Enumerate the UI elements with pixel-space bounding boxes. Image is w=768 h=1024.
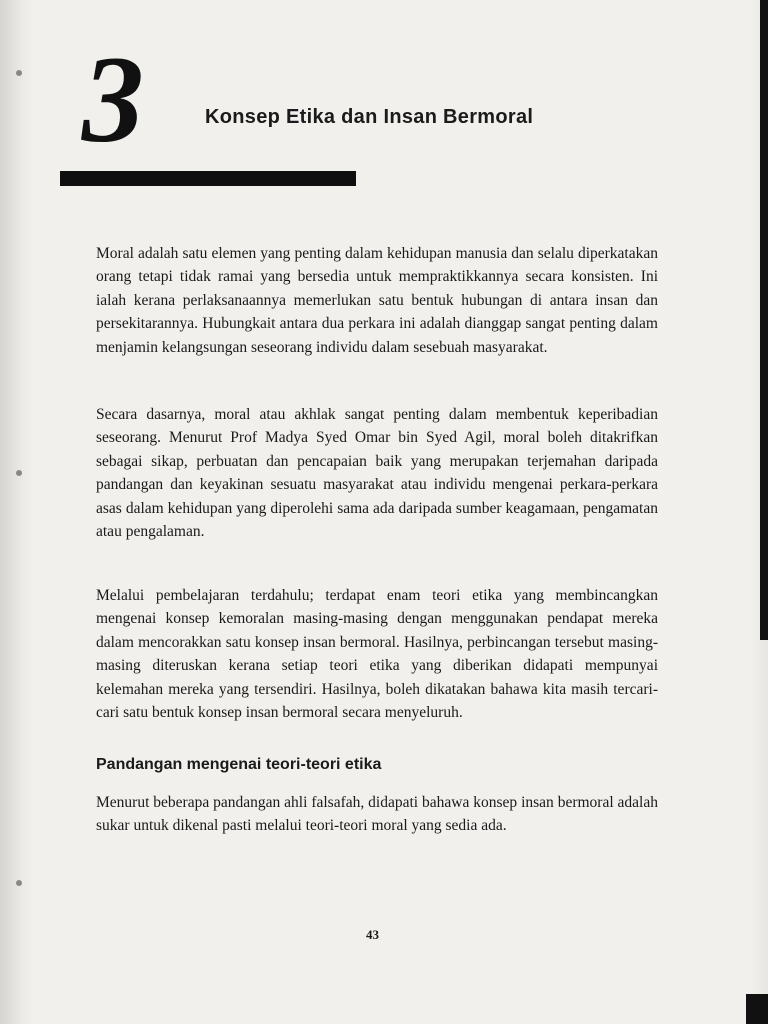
body-paragraph: Menurut beberapa pandangan ahli falsafah, didapati bahawa konsep insan bermoral adalah sukar untuk dikenal pasti melalui teori-teori moral yang sedia ada. xyxy=(96,794,658,835)
body-paragraph: Melalui pembelajaran terdahulu; terdapat enam teori etika yang membincangkan mengenai konsep kemoralan masing-masing dengan menggunakan pendapat mereka dalam mencorakkan satu konsep insan bermoral. Hasilnya, perbincangan tersebut masing-masing diteruskan kerana setiap teori etika yang diberikan didapati mempunyai kelemahan mereka yang tersendiri. Hasilnya, boleh dikatakan bahawa kita masih tercari-cari satu bentuk konsep insan bermoral secara menyeluruh. xyxy=(96,587,658,722)
binding-hole xyxy=(16,470,22,476)
chapter-title: Konsep Etika dan Insan Bermoral xyxy=(205,106,534,128)
binding-hole xyxy=(16,880,22,886)
scan-right-border-mark xyxy=(760,0,768,640)
binding-hole xyxy=(16,70,22,76)
body-paragraph: Moral adalah satu elemen yang penting dalam kehidupan manusia dan selalu diperkatakan orang tetapi tidak ramai yang bersedia untuk mempraktikkannya secara konsisten. Ini ialah kerana perlaksanaannya memerlukan satu bentuk hubungan di antara insan dan persekitarannya. Hubungkait antara dua perkara ini adalah dianggap sangat penting dalam menjamin kelangsungan seseorang individu dalam sesebuah masyarakat. xyxy=(96,245,658,356)
chapter-number: 3 xyxy=(82,31,144,168)
chapter-divider-bar xyxy=(60,171,356,186)
scan-left-shadow xyxy=(0,0,34,1024)
scan-corner-mark xyxy=(746,994,768,1024)
section-heading: Pandangan mengenai teori-teori etika xyxy=(96,756,382,773)
body-paragraph: Secara dasarnya, moral atau akhlak sangat penting dalam membentuk keperibadian seseorang. Menurut Prof Madya Syed Omar bin Syed Agil, moral boleh ditakrifkan sebagai sikap, perbuatan dan pencapaian baik yang merupakan terjemahan daripada pandangan dan keyakinan sesuatu masyarakat atau individu mengenai perkara-perkara asas dalam kehidupan yang diperolehi sama ada daripada sumber keagamaan, pengamatan atau pengalaman. xyxy=(96,406,658,541)
page-number: 43 xyxy=(366,927,379,942)
